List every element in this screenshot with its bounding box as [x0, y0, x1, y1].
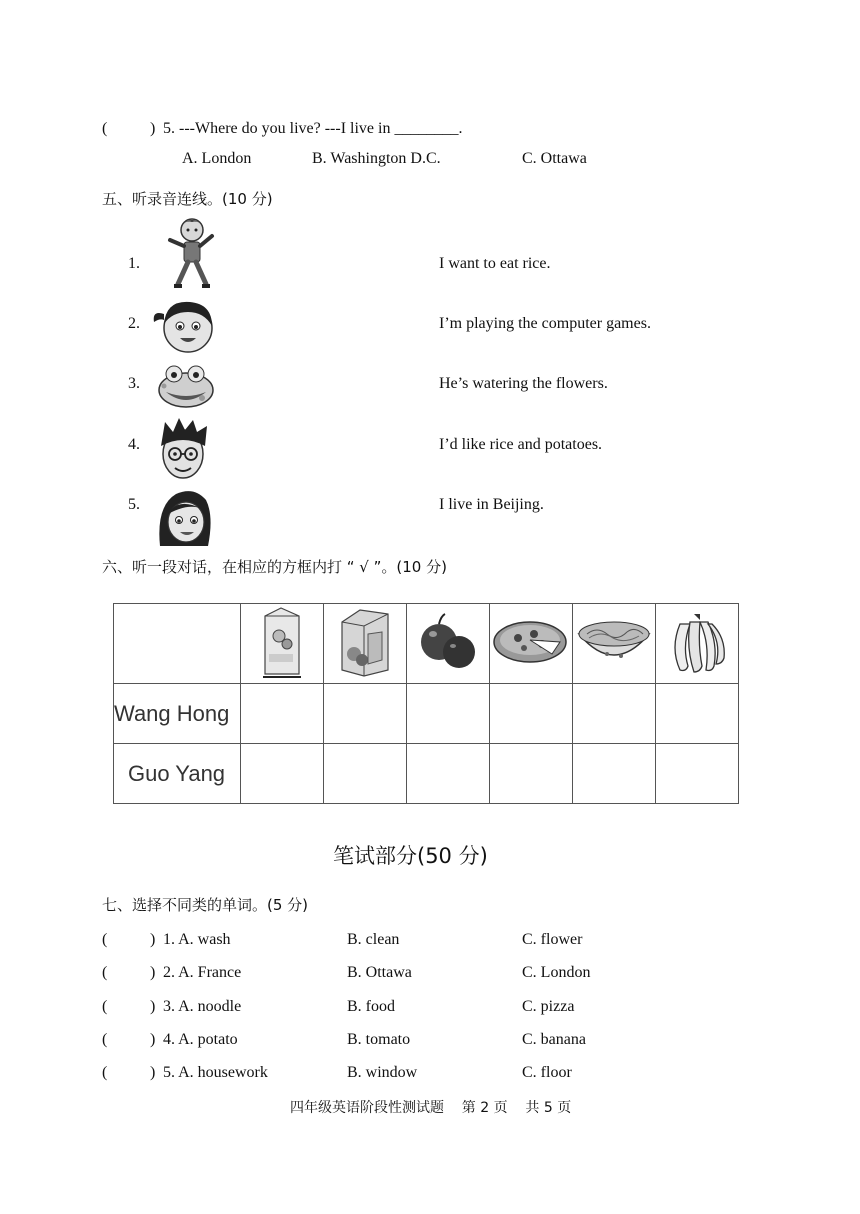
option-c: C. pizza — [522, 998, 575, 1015]
check-box[interactable] — [656, 684, 739, 744]
answer-paren-open: ( — [102, 931, 108, 948]
food-check-table — [113, 603, 739, 804]
answer-paren-open: ( — [102, 998, 108, 1015]
corner-cell — [114, 604, 241, 684]
question-5: 5. A. housework — [163, 1064, 268, 1081]
question-4: 4. A. potato — [163, 1031, 238, 1048]
check-box[interactable] — [490, 744, 573, 804]
option-b: B. Ottawa — [347, 964, 412, 981]
milk-carton-icon — [324, 604, 406, 678]
answer-paren-close: ) — [150, 998, 156, 1015]
sentence-3: He’s watering the flowers. — [439, 375, 608, 392]
row-label-guo-yang: Guo Yang — [114, 744, 241, 804]
written-section-heading: 笔试部分(50 分) — [333, 844, 488, 868]
bananas-icon — [656, 604, 738, 678]
woman-face-icon — [154, 486, 216, 550]
option-c: C. banana — [522, 1031, 586, 1048]
item-number: 4. — [128, 436, 140, 453]
option-c: C. floor — [522, 1064, 572, 1081]
sentence-1: I want to eat rice. — [439, 255, 551, 272]
check-box[interactable] — [324, 684, 407, 744]
item-number: 1. — [128, 255, 140, 272]
option-b: B. food — [347, 998, 395, 1015]
option-b: B. Washington D.C. — [312, 150, 441, 167]
check-box[interactable] — [573, 744, 656, 804]
item-number: 2. — [128, 315, 140, 332]
check-box[interactable] — [407, 744, 490, 804]
option-c: C. London — [522, 964, 591, 981]
header-pizza — [490, 604, 573, 684]
answer-paren-close: ) — [150, 1064, 156, 1081]
section-6-title: 六、听一段对话，在相应的方框内打 “ √ ”。(10 分) — [102, 558, 447, 576]
sentence-4: I’d like rice and potatoes. — [439, 436, 603, 453]
check-box[interactable] — [241, 684, 324, 744]
boy-dancing-icon — [162, 214, 222, 290]
check-box[interactable] — [573, 684, 656, 744]
answer-paren-open: ( — [102, 964, 108, 981]
question-text: 5. ---Where do you live? ---I live in ________. — [163, 120, 463, 137]
check-box[interactable] — [241, 744, 324, 804]
header-noodles — [573, 604, 656, 684]
answer-paren-open: ( — [102, 1064, 108, 1081]
check-box[interactable] — [656, 744, 739, 804]
option-c: C. flower — [522, 931, 583, 948]
answer-paren-open: ( — [102, 120, 108, 137]
section-5-title: 五、听录音连线。(10 分) — [102, 190, 273, 208]
juice-carton-icon — [241, 604, 323, 678]
girl-face-icon — [150, 294, 220, 356]
page-footer: 四年级英语阶段性测试题 第 2 页 共 5 页 — [290, 1100, 572, 1116]
row-label-wang-hong: Wang Hong — [114, 684, 241, 744]
noodles-icon — [573, 604, 655, 678]
header-milk — [324, 604, 407, 684]
apples-icon — [407, 604, 489, 678]
item-number: 3. — [128, 375, 140, 392]
header-bananas — [656, 604, 739, 684]
option-a: A. London — [182, 150, 252, 167]
answer-paren-close: ) — [150, 120, 156, 137]
check-box[interactable] — [490, 684, 573, 744]
pizza-icon — [490, 604, 572, 678]
frog-face-icon — [156, 364, 216, 410]
question-3: 3. A. noodle — [163, 998, 242, 1015]
option-c: C. Ottawa — [522, 150, 587, 167]
boy-glasses-icon — [155, 416, 211, 482]
question-1: 1. A. wash — [163, 931, 231, 948]
header-apples — [407, 604, 490, 684]
answer-paren-close: ) — [150, 964, 156, 981]
section-7-title: 七、选择不同类的单词。(5 分) — [102, 896, 309, 914]
question-2: 2. A. France — [163, 964, 242, 981]
option-b: B. clean — [347, 931, 400, 948]
answer-paren-open: ( — [102, 1031, 108, 1048]
header-juice — [241, 604, 324, 684]
option-b: B. tomato — [347, 1031, 411, 1048]
item-number: 5. — [128, 496, 140, 513]
check-box[interactable] — [407, 684, 490, 744]
answer-paren-close: ) — [150, 931, 156, 948]
answer-paren-close: ) — [150, 1031, 156, 1048]
option-b: B. window — [347, 1064, 418, 1081]
check-box[interactable] — [324, 744, 407, 804]
sentence-2: I’m playing the computer games. — [439, 315, 651, 332]
sentence-5: I live in Beijing. — [439, 496, 544, 513]
